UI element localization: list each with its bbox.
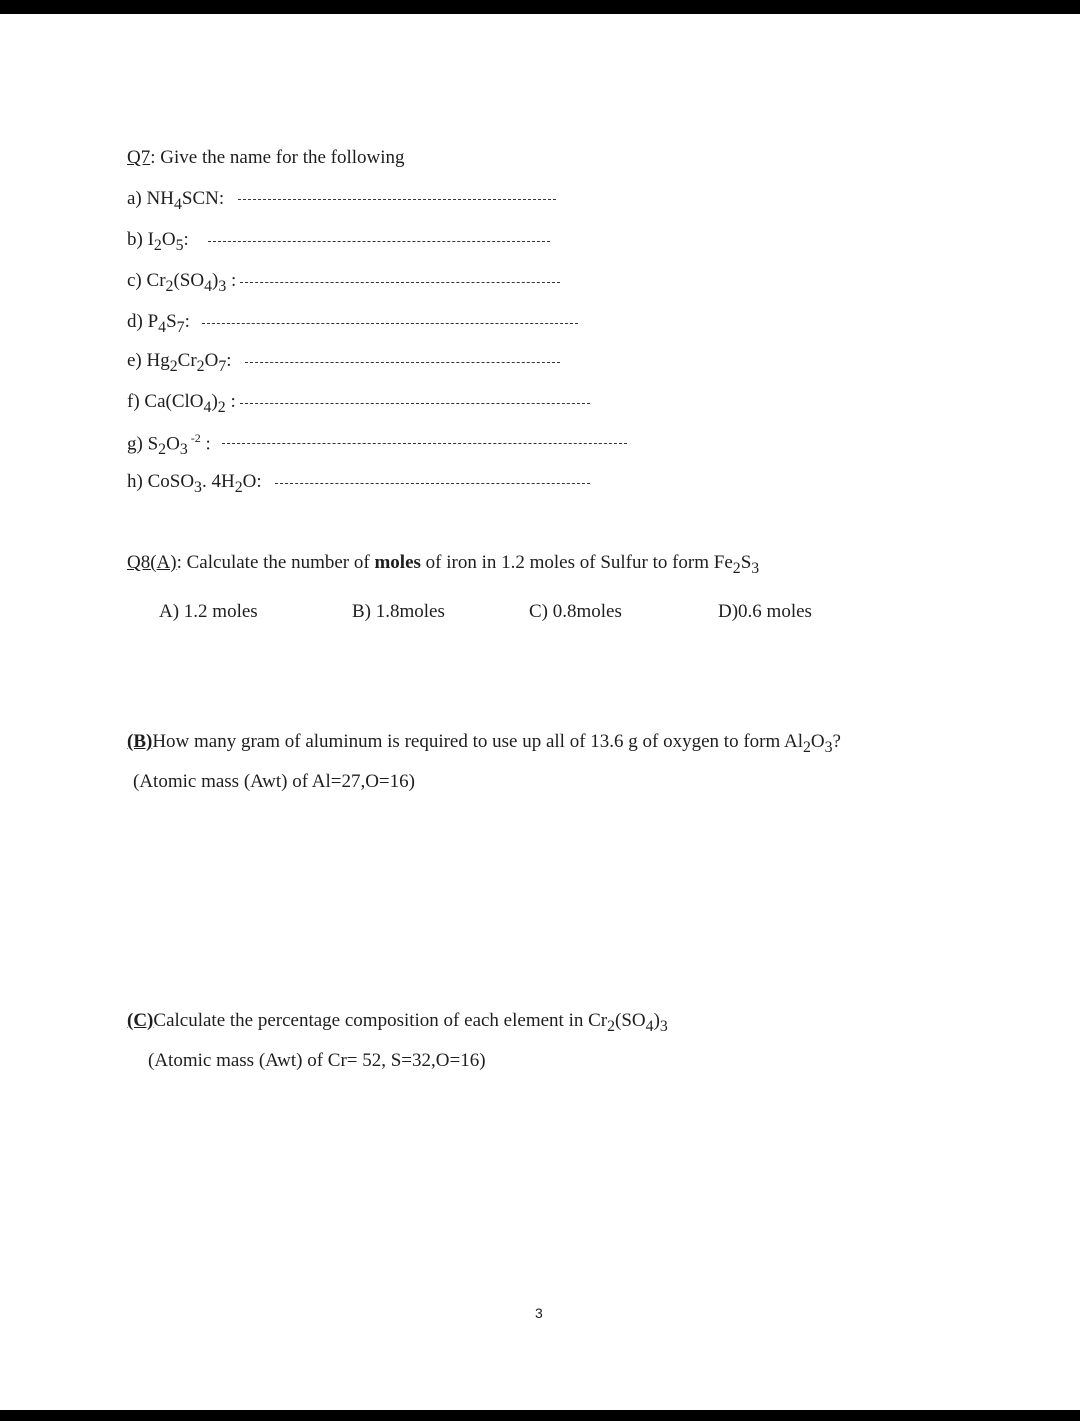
q7-item-c: c) $Cr_2(SO_4)_3$ :: [127, 270, 237, 295]
q7-item-h: h) CoSO$_3$. $4H_2O$:: [127, 471, 262, 496]
q8c-label: (C): [127, 1010, 154, 1031]
q7-item-d: d) $P_4S_7$:: [127, 311, 190, 336]
item-letter: e): [127, 350, 147, 371]
answer-line-a: [238, 199, 556, 200]
answer-line-f: [240, 403, 590, 404]
answer-line-h: [275, 483, 590, 484]
q7-item-g: g) $S_2O_3$ $^{-2}$ :: [127, 431, 211, 459]
item-letter: a): [127, 188, 147, 209]
q8a-option-b: B) 1.8moles: [352, 601, 445, 622]
q7-item-a: a) $NH_4SCN$:: [127, 188, 225, 213]
answer-line-c: [240, 282, 560, 283]
item-letter: c): [127, 270, 147, 291]
q8c-question: (C)Calculate the percentage composition of each element in $Cr_2(SO_4)_3$: [127, 1010, 668, 1035]
q7-heading: [127, 148, 405, 167]
item-letter: g): [127, 433, 148, 455]
answer-line-d: [202, 323, 578, 324]
q8b-note: (Atomic mass (Awt) of Al=27,O=16): [133, 771, 415, 792]
answer-line-g: [222, 443, 627, 444]
q7-label: Q7: [127, 147, 151, 168]
q7-item-f: f) $Ca(ClO_4)_2$ :: [127, 391, 236, 416]
item-letter: h): [127, 471, 148, 492]
item-letter: f): [127, 391, 145, 412]
item-letter: b): [127, 229, 148, 250]
q8a-option-c: C) 0.8moles: [529, 601, 622, 622]
q8a-question: Q8(A): Calculate the number of moles of iron in 1.2 moles of Sulfur to form $Fe_2S_3$: [127, 552, 760, 577]
q8c-note: (Atomic mass (Awt) of Cr= 52, S=32,O=16): [148, 1050, 486, 1071]
q8a-label: Q8(A): [127, 552, 177, 573]
document-page: [0, 14, 1080, 1410]
answer-line-b: [208, 241, 550, 242]
q8b-label: (B): [127, 731, 153, 752]
item-letter: d): [127, 311, 148, 332]
answer-line-e: [245, 362, 560, 363]
q8a-option-a: A) 1.2 moles: [159, 601, 258, 622]
page-number: 3: [535, 1305, 543, 1321]
q7-item-e: e) $Hg_2Cr_2O_7$:: [127, 350, 232, 375]
q7-item-b: b) $I_2O_5$:: [127, 229, 189, 254]
q8b-question: (B)How many gram of aluminum is required to use up all of 13.6 g of oxygen to form $Al_2O_3$?: [127, 731, 841, 756]
q8a-option-d: D)0.6 moles: [718, 601, 812, 622]
q7-prompt: : Give the name for the following: [150, 147, 405, 168]
